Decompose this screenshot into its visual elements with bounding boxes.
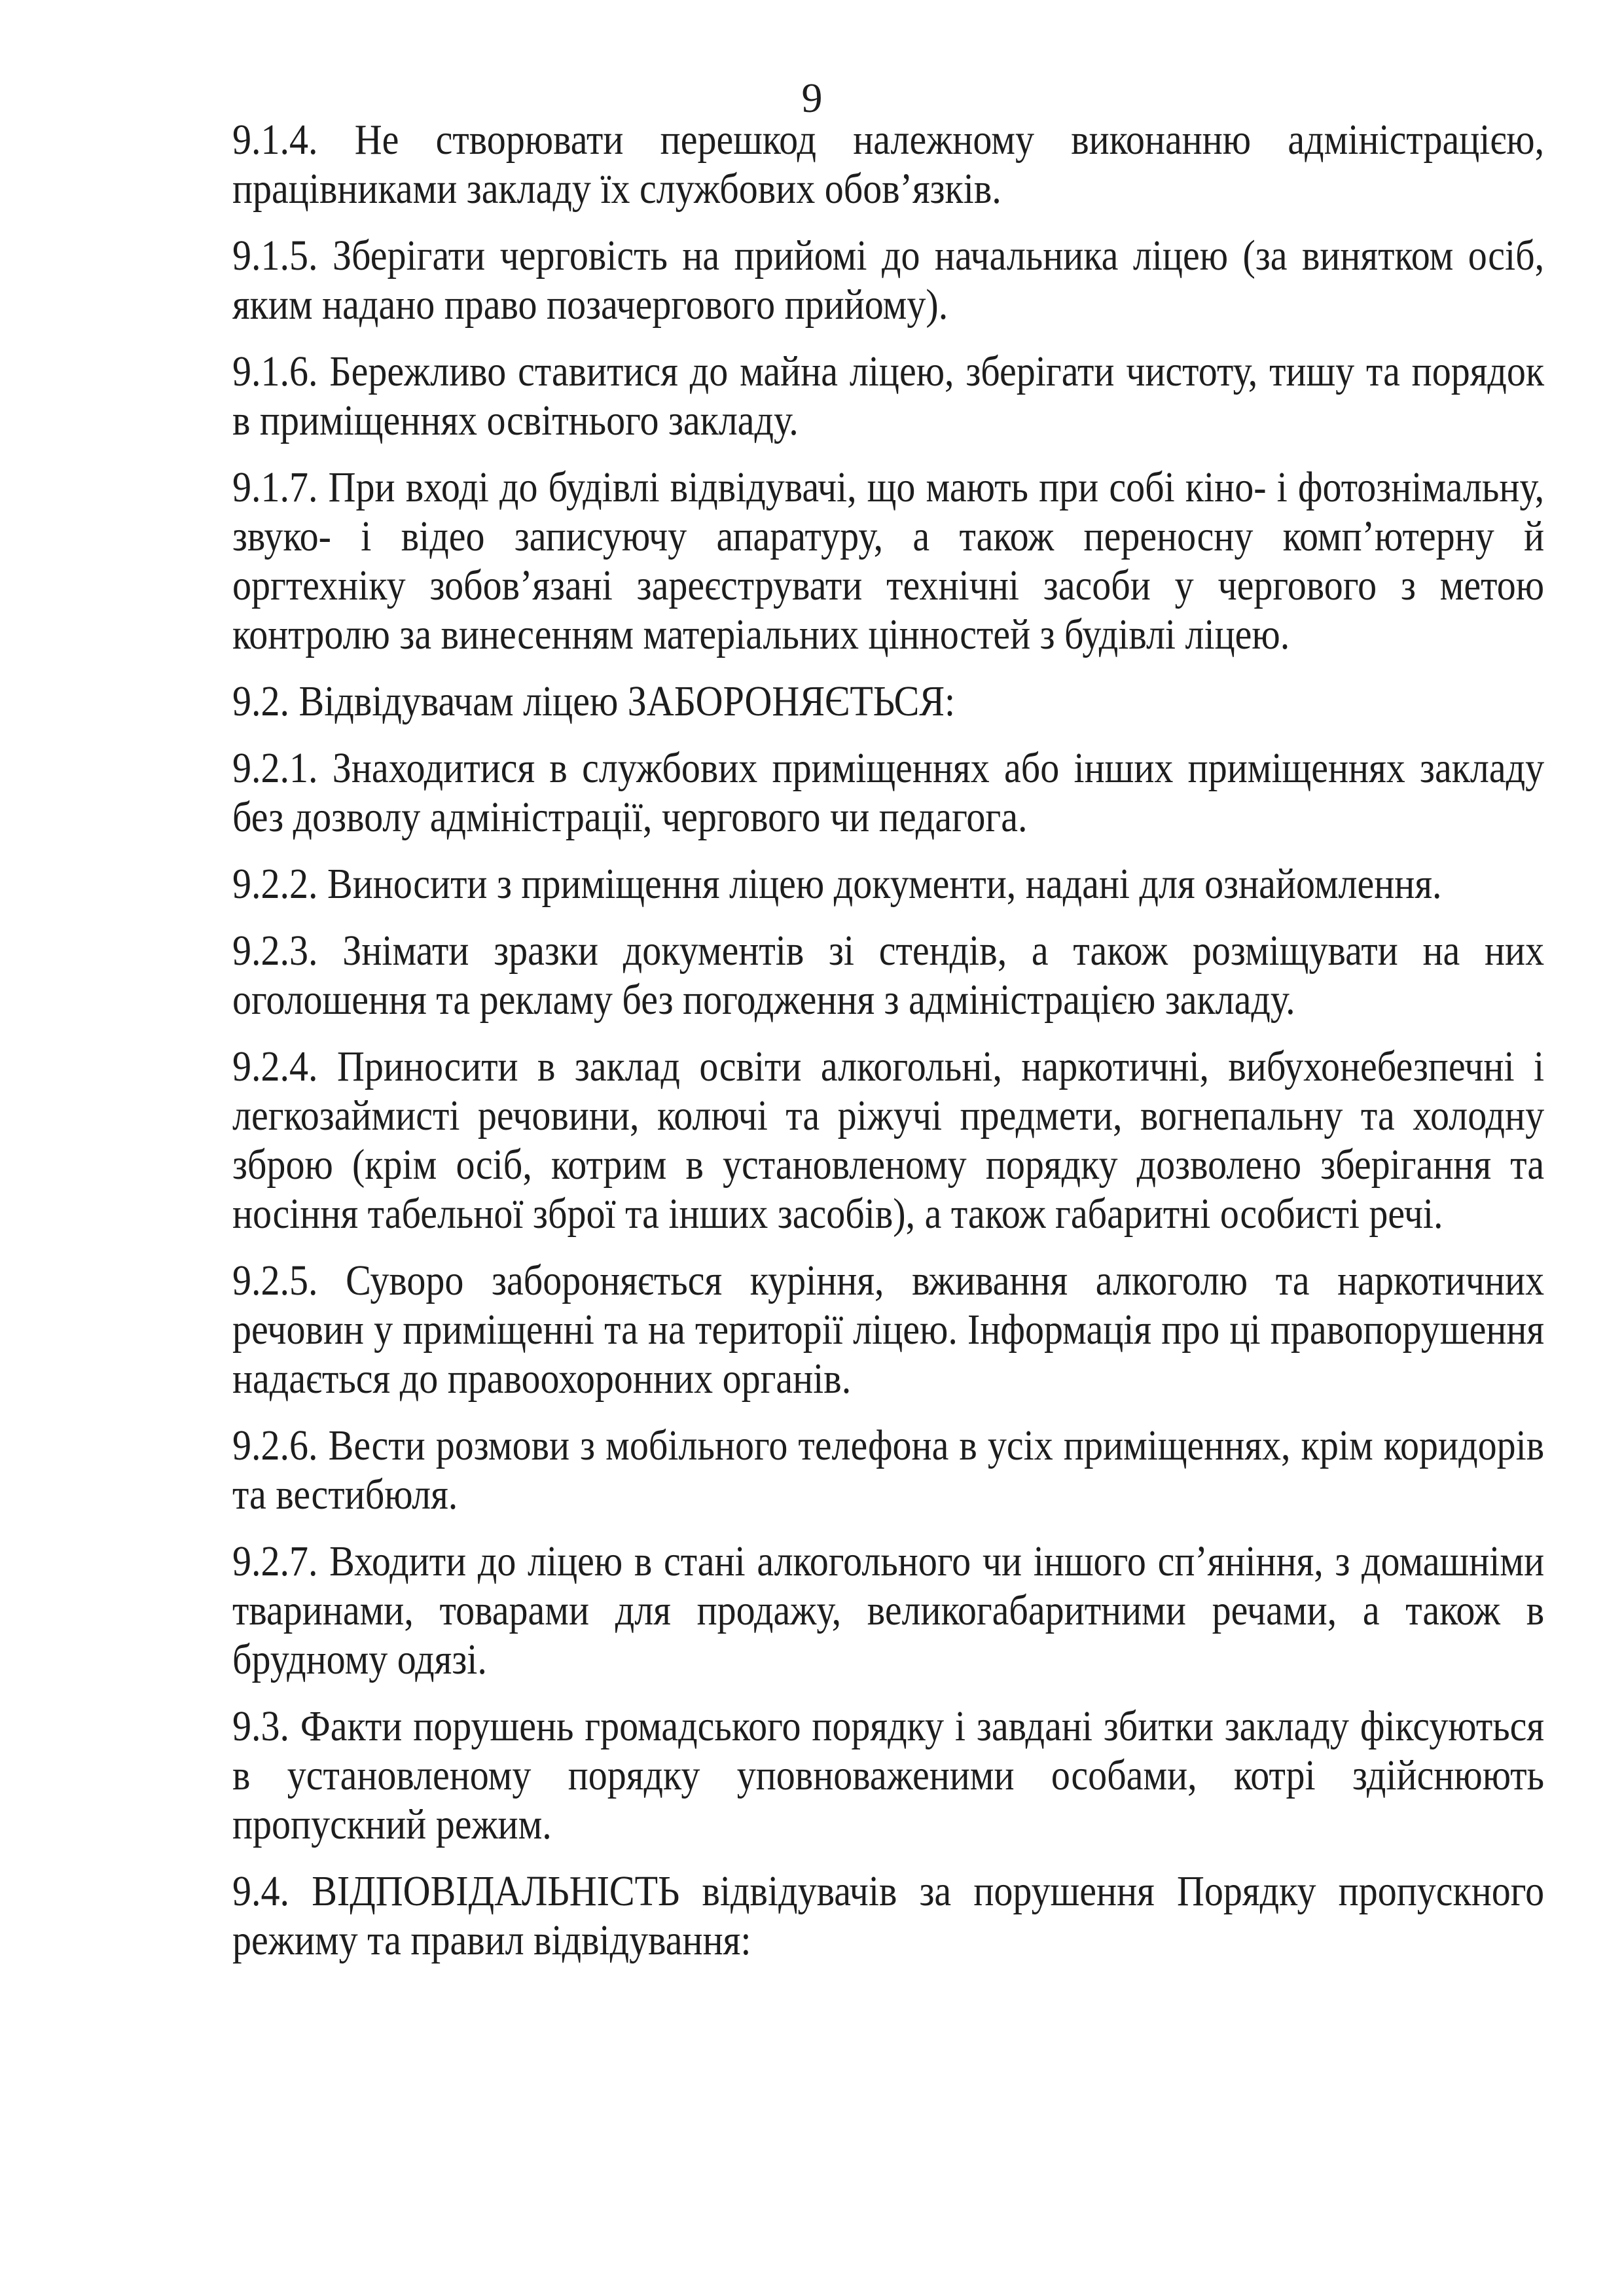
paragraph-9-4: 9.4. ВІДПОВІДАЛЬНІСТЬ відвідувачів за порушення Порядку пропускного режиму та правил відвідування: [232, 1867, 1545, 1964]
paragraph-9-1-5: 9.1.5. Зберігати черговість на прийомі до начальника ліцею (за винятком осіб, яким надано право позачергового прийому). [232, 232, 1545, 329]
paragraph-9-2-6: 9.2.6. Вести розмови з мобільного телефона в усіх приміщеннях, крім коридорів та вестибюля. [232, 1422, 1545, 1518]
paragraph-9-2-3: 9.2.3. Знімати зразки документів зі стендів, а також розміщувати на них оголошення та рекламу без погодження з адміністрацією закладу. [232, 927, 1545, 1024]
document-body [232, 115, 1544, 1965]
paragraph-9-1-6: 9.1.6. Бережливо ставитися до майна ліцею, зберігати чистоту, тишу та порядок в приміщеннях освітнього закладу. [232, 348, 1545, 444]
paragraph-9-2-heading: 9.2. Відвідувачам ліцею ЗАБОРОНЯЄТЬСЯ: [232, 677, 956, 725]
paragraph-9-2-4: 9.2.4. Приносити в заклад освіти алкогольні, наркотичні, вибухонебезпечні і легкозаймисті речовини, колючі та ріжучі предмети, вогнепальну та холодну зброю (крім осіб, котрим в установленому порядку дозволено зберігання та носіння табельної зброї та інших засобів), а також габаритні особисті речі. [232, 1043, 1545, 1238]
paragraph-9-2-7: 9.2.7. Входити до ліцею в стані алкогольного чи іншого сп’яніння, з домашніми тваринами, товарами для продажу, великогабаритними речами, а також в брудному одязі. [232, 1537, 1545, 1683]
page-number: 9 [801, 75, 823, 121]
paragraph-9-1-4: 9.1.4. Не створювати перешкод належному виконанню адміністрацією, працівниками закладу їх службових обов’язків. [232, 116, 1545, 213]
paragraph-9-1-7: 9.1.7. При вході до будівлі відвідувачі, що мають при собі кіно- і фотознімальну, звуко- і відео записуючу апаратуру, а також переносну комп’ютерну й оргтехніку зобов’язані зареєструвати технічні засоби у чергового з метою контролю за винесенням матеріальних цінностей з будівлі ліцею. [232, 463, 1545, 658]
paragraph-9-2-5: 9.2.5. Суворо забороняється куріння, вживання алкоголю та наркотичних речовин у приміщенні та на території ліцею. Інформація про ці правопорушення надається до правоохоронних органів. [232, 1257, 1545, 1403]
paragraph-9-3: 9.3. Факти порушень громадського порядку і завдані збитки закладу фіксуються в установленому порядку уповноваженими особами, котрі здійснюють пропускний режим. [232, 1702, 1545, 1848]
paragraph-9-2-1: 9.2.1. Знаходитися в службових приміщеннях або інших приміщеннях закладу без дозволу адміністрації, чергового чи педагога. [232, 744, 1545, 841]
paragraph-9-2-2: 9.2.2. Виносити з приміщення ліцею документи, надані для ознайомлення. [232, 860, 1442, 908]
